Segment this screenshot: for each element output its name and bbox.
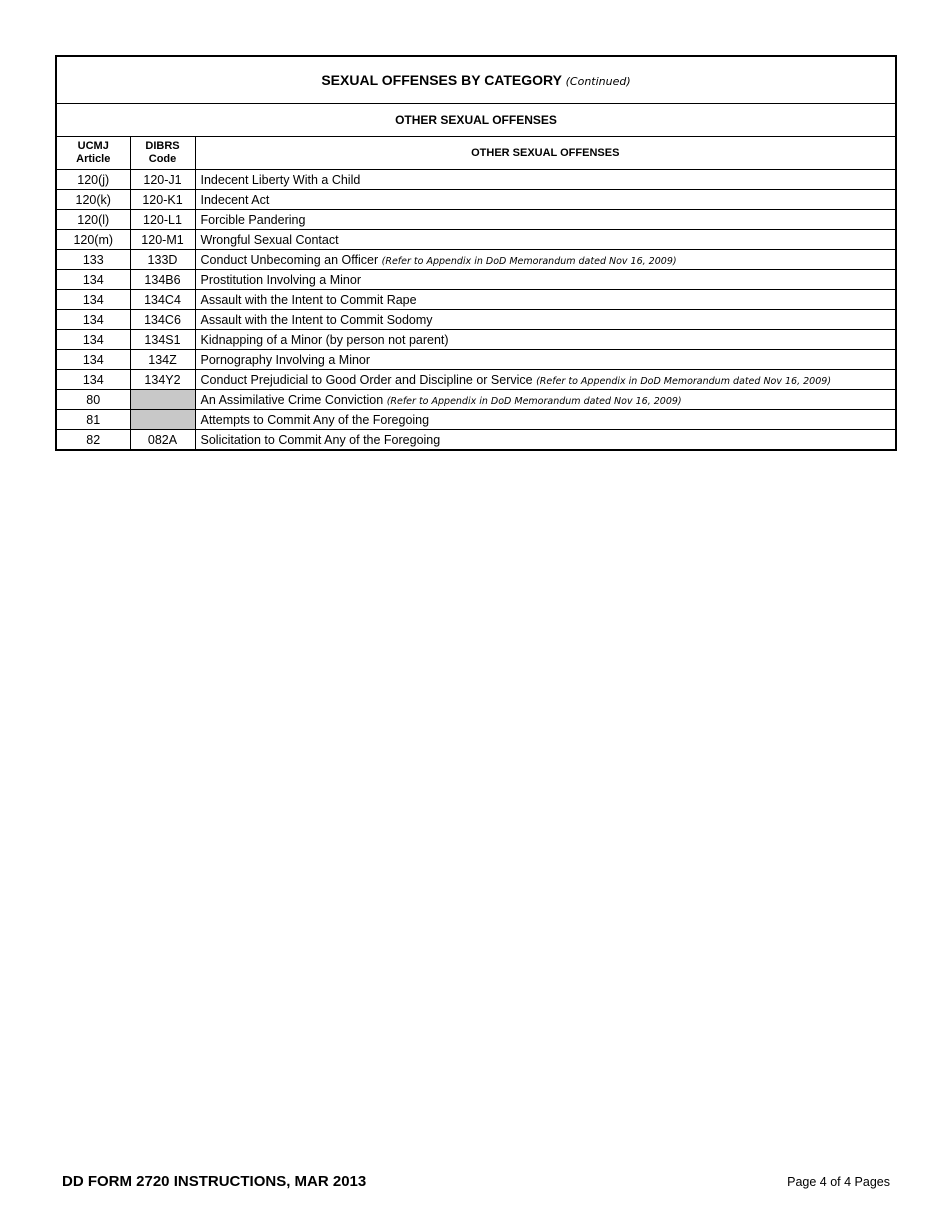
table-row: [56, 350, 896, 370]
dibrs-code-cell: 120-K1: [130, 190, 195, 210]
dibrs-code-cell: 134Z: [130, 350, 195, 370]
dibrs-code-cell: 134S1: [130, 330, 195, 350]
offense-cell: [195, 190, 896, 210]
table-row: [56, 190, 896, 210]
table-row: [56, 310, 896, 330]
offense-name: Pornography Involving a Minor: [200, 352, 371, 367]
table-title-cell: [56, 56, 896, 104]
offense-cell: [195, 290, 896, 310]
offense-name: Attempts to Commit Any of the Foregoing: [200, 412, 430, 427]
table-title: SEXUAL OFFENSES BY CATEGORY: [321, 72, 562, 88]
dibrs-code-cell: 120-L1: [130, 210, 195, 230]
offense-cell: [195, 270, 896, 290]
ucmj-article-cell: 133: [56, 250, 130, 270]
ucmj-article-cell: 120(m): [56, 230, 130, 250]
offense-cell: [195, 310, 896, 330]
dibrs-code-cell: 082A: [130, 430, 195, 451]
header-dibrs-code: DIBRS Code: [130, 137, 195, 170]
offense-cell: [195, 170, 896, 190]
dibrs-code-cell: 134C6: [130, 310, 195, 330]
offenses-table: [55, 55, 897, 451]
dibrs-code-cell: 120-J1: [130, 170, 195, 190]
offense-cell: [195, 430, 896, 451]
header-ucmj-article: UCMJ Article: [56, 137, 130, 170]
dibrs-code-cell: 134C4: [130, 290, 195, 310]
table-row: [56, 410, 896, 430]
offense-note: (Refer to Appendix in DoD Memorandum dated Nov 16, 2009): [386, 395, 682, 407]
dibrs-code-cell: 133D: [130, 250, 195, 270]
dibrs-code-cell: [130, 410, 195, 430]
offense-cell: [195, 230, 896, 250]
ucmj-article-cell: 80: [56, 390, 130, 410]
offense-name: Assault with the Intent to Commit Sodomy: [200, 312, 433, 327]
table-subtitle: OTHER SEXUAL OFFENSES: [56, 104, 896, 137]
dibrs-code-cell: 134B6: [130, 270, 195, 290]
ucmj-article-cell: 120(j): [56, 170, 130, 190]
table-title-suffix: (Continued): [565, 75, 631, 88]
page-number: Page 4 of 4 Pages: [787, 1175, 890, 1189]
offense-cell: [195, 370, 896, 390]
offense-name: An Assimilative Crime Conviction: [200, 392, 384, 407]
table-row: [56, 330, 896, 350]
offense-name: Solicitation to Commit Any of the Foregoing: [200, 432, 441, 447]
table-row: [56, 370, 896, 390]
table-row: [56, 430, 896, 451]
table-row: [56, 290, 896, 310]
ucmj-article-cell: 134: [56, 290, 130, 310]
offense-cell: [195, 330, 896, 350]
table-row: [56, 230, 896, 250]
table-body: [56, 170, 896, 451]
table-row: [56, 210, 896, 230]
form-identifier: DD FORM 2720 INSTRUCTIONS, MAR 2013: [62, 1173, 367, 1190]
offense-name: Indecent Act: [200, 192, 270, 207]
table-row: [56, 390, 896, 410]
dibrs-code-cell: 134Y2: [130, 370, 195, 390]
table-row: [56, 250, 896, 270]
table-row: [56, 170, 896, 190]
offense-name: Indecent Liberty With a Child: [200, 172, 361, 187]
offense-name: Assault with the Intent to Commit Rape: [200, 292, 417, 307]
ucmj-article-cell: 134: [56, 370, 130, 390]
table-row: [56, 270, 896, 290]
offense-name: Conduct Unbecoming an Officer: [200, 252, 379, 267]
offense-name: Wrongful Sexual Contact: [200, 232, 339, 247]
ucmj-article-cell: 82: [56, 430, 130, 451]
offense-cell: [195, 350, 896, 370]
dibrs-code-cell: [130, 390, 195, 410]
offense-cell: [195, 210, 896, 230]
offense-cell: [195, 390, 896, 410]
offense-cell: [195, 250, 896, 270]
offense-cell: [195, 410, 896, 430]
dibrs-code-cell: 120-M1: [130, 230, 195, 250]
ucmj-article-cell: 134: [56, 270, 130, 290]
offense-name: Kidnapping of a Minor (by person not parent): [200, 332, 449, 347]
ucmj-article-cell: 81: [56, 410, 130, 430]
offense-name: Prostitution Involving a Minor: [200, 272, 361, 287]
ucmj-article-cell: 134: [56, 310, 130, 330]
ucmj-article-cell: 120(l): [56, 210, 130, 230]
header-offense: OTHER SEXUAL OFFENSES: [195, 137, 896, 170]
offense-name: Forcible Pandering: [200, 212, 306, 227]
offense-note: (Refer to Appendix in DoD Memorandum dated Nov 16, 2009): [536, 375, 832, 387]
offense-name: Conduct Prejudicial to Good Order and Discipline or Service: [200, 372, 533, 387]
offense-note: (Refer to Appendix in DoD Memorandum dated Nov 16, 2009): [381, 255, 677, 267]
ucmj-article-cell: 134: [56, 330, 130, 350]
ucmj-article-cell: 134: [56, 350, 130, 370]
ucmj-article-cell: 120(k): [56, 190, 130, 210]
